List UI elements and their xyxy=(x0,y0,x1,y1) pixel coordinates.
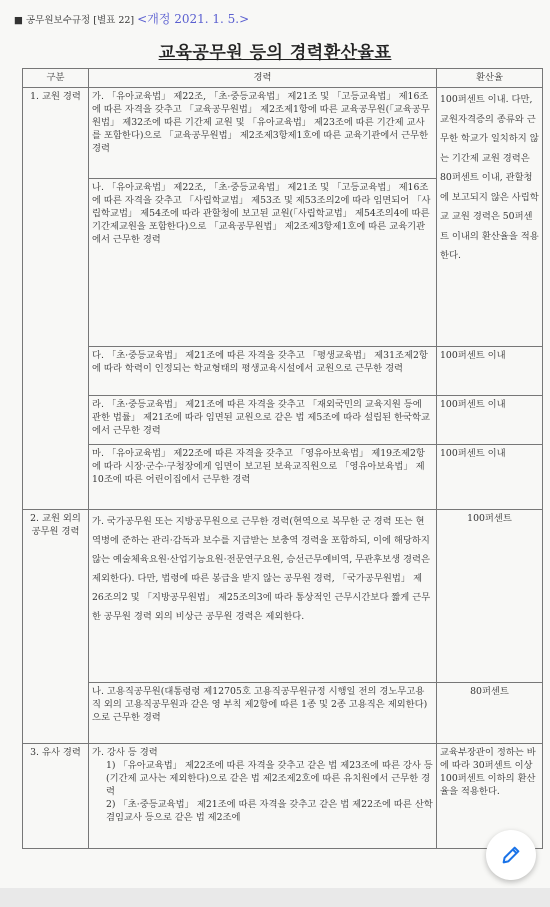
rate-1-ra: 100퍼센트 이내 xyxy=(437,396,543,445)
column-header-category: 구분 xyxy=(23,69,89,88)
career-item-3-ga-1: 1) 「유아교육법」 제22조에 따른 자격을 갖추고 같은 법 제23조에 따른 강사 등(기간제 교사는 제외한다)으로 같은 법 제2조제2호에 따른 유치원에서 근무한 경력 xyxy=(106,760,433,797)
pencil-icon xyxy=(500,844,522,866)
table-header-row xyxy=(23,69,543,88)
table-row xyxy=(23,88,543,179)
career-item-3-ga-2: 2) 「초·중등교육법」 제21조에 따른 자격을 갖추고 같은 법 제22조에 따른 산학겸임교사 등으로 같은 법 제2조에 xyxy=(106,799,433,823)
table-row xyxy=(23,347,543,396)
category-similar-career: 3. 유사 경력 xyxy=(23,744,89,849)
rate-2-na: 80퍼센트 xyxy=(437,683,543,744)
career-item-2-na: 나. 고용직공무원(대통령령 제12705호 고용직공무원규정 시행일 전의 경노무고용직 외의 고용직공무원과 같은 영 부칙 제2항에 따른 1종 및 2종 고용직은 제외한다)으로 근무한 경력 xyxy=(89,683,437,744)
table-row xyxy=(23,683,543,744)
career-item-3-ga xyxy=(89,744,437,849)
column-header-rate: 환산율 xyxy=(437,69,543,88)
doc-header xyxy=(14,10,249,27)
career-item-1-ra: 라. 「초·중등교육법」 제21조에 따른 자격을 갖추고 「재외국민의 교육지원 등에 관한 법률」 제21조에 따라 임면된 교원으로 같은 법 제5조에 따라 설립된 한국학교에서 근무한 경력 xyxy=(89,396,437,445)
career-item-3-ga-title: 가. 강사 등 경력 xyxy=(92,747,158,758)
column-header-career: 경력 xyxy=(89,69,437,88)
career-item-1-ma: 마. 「유아교육법」 제22조에 따른 자격을 갖추고 「영유아보육법」 제19조제2항에 따라 시장·군수·구청장에게 임면이 보고된 보육교직원으로 「영유아보육법」 제10조에 따른 어린이집에서 근무한 경력 xyxy=(89,445,437,510)
revision-date: <개정 2021. 1. 5.> xyxy=(137,12,250,26)
conversion-rate-table xyxy=(22,68,543,849)
career-item-1-na: 나. 「유아교육법」 제22조, 「초·중등교육법」 제21조 및 「고등교육법」 제16조에 따른 자격을 갖추고 「사립학교법」 제53조 및 제53조의2에 따라 임면되어 「사립학교법」 제54조에 따라 관할청에 보고된 교원(「사립학교법」 제54조의4에 따른 기간제교원을 포함한다)으로 「교육공무원법」 제2조제3항제1호에 따른 교육기관에서 근무한 경력 xyxy=(89,179,437,347)
edit-button[interactable] xyxy=(486,830,536,880)
page-title: 교육공무원 등의 경력환산율표 xyxy=(158,43,392,63)
rate-1-da: 100퍼센트 이내 xyxy=(437,347,543,396)
category-teacher-career: 1. 교원 경력 xyxy=(23,88,89,510)
bottom-bar xyxy=(0,888,550,907)
career-item-2-ga: 가. 국가공무원 또는 지방공무원으로 근무한 경력(현역으로 복무한 군 경력 또는 현역병에 준하는 관리·감독과 보수를 지급받는 보충역 경력을 포함하되, 이에 해당하지 않는 예술체육요원·산업기능요원·전문연구요원, 승선근무예비역, 무관후보생 경력은 제외한다). 다만, 법령에 따른 봉급을 받지 않는 공무원 경력, 「국가공무원법」 제26조의2 및 「지방공무원법」 제25조의3에 따라 통상적인 근무시간보다 짧게 근무한 공무원 경력 외의 비상근 공무원 경력은 제외한다. xyxy=(89,510,437,683)
rate-2-ga: 100퍼센트 xyxy=(437,510,543,683)
rate-1-ga-na: 100퍼센트 이내. 다만, 교원자격증의 종류와 근무한 학교가 일치하지 않는 기간제 교원 경력은 80퍼센트 이내, 관할청에 보고되지 않은 사립학교 교원 경력은 50퍼센트 이내의 환산율을 적용한다. xyxy=(437,88,543,347)
header-prefix: ■ 공무원보수규정 [별표 22] xyxy=(14,15,135,26)
table-row xyxy=(23,396,543,445)
table-row xyxy=(23,445,543,510)
career-item-1-ga: 가. 「유아교육법」 제22조, 「초·중등교육법」 제21조 및 「고등교육법」 제16조에 따른 자격을 갖추고 「교육공무원법」 제2조제1항에 따른 교육공무원(「교육공무원법」 제32조에 따른 기간제 교원 및 「유아교육법」 제23조에 따른 기간제 교사를 포함한다)으로 「교육공무원법」 제2조제3항제1호에 따른 교육기관에서 근무한 경력 xyxy=(89,88,437,179)
category-non-teacher-career: 2. 교원 외의 공무원 경력 xyxy=(23,510,89,744)
rate-1-ma: 100퍼센트 이내 xyxy=(437,445,543,510)
table-row xyxy=(23,744,543,849)
table-row xyxy=(23,510,543,683)
career-item-1-da: 다. 「초·중등교육법」 제21조에 따른 자격을 갖추고 「평생교육법」 제31조제2항에 따라 학력이 인정되는 학교형태의 평생교육시설에서 교원으로 근무한 경력 xyxy=(89,347,437,396)
rate-3: 교육부장관이 정하는 바에 따라 30퍼센트 이상 100퍼센트 이하의 환산율을 적용한다. xyxy=(437,744,543,849)
